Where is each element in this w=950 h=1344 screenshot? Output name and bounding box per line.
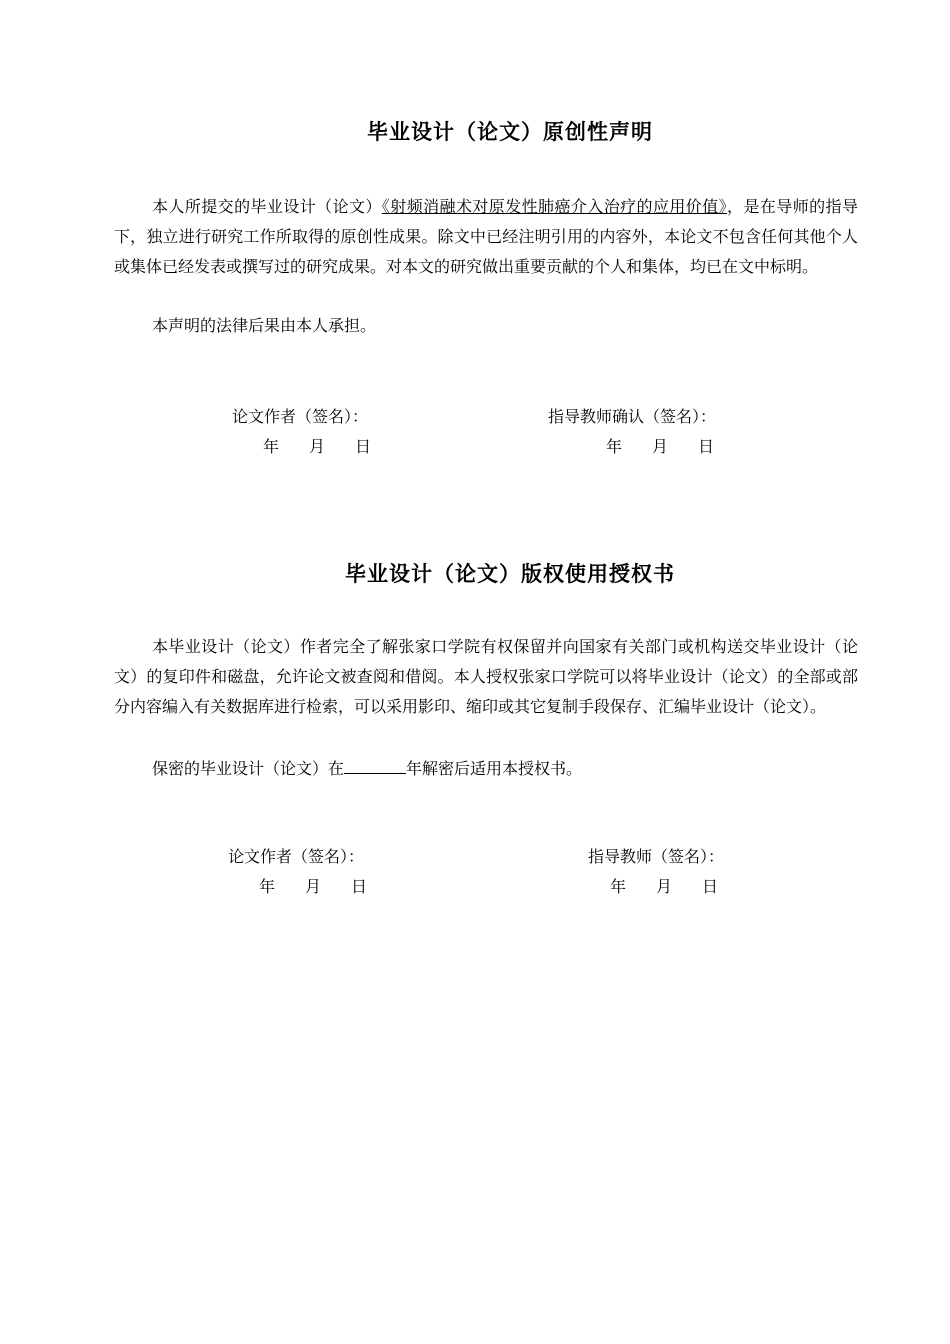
declaration-title: 毕业设计（论文）原创性声明 — [367, 120, 653, 144]
declaration-liability: 本声明的法律后果由本人承担。 — [152, 316, 377, 335]
thesis-title: 《射频消融术对原发性肺癌介入治疗的应用价值》 — [381, 197, 728, 216]
declaration-author-signature-label: 论文作者（签名）： — [232, 407, 369, 426]
date-year: 年 — [610, 877, 627, 896]
date-day: 日 — [698, 437, 715, 456]
declaration-suffix: ，是在导师的指导下，独立进行研究工作所取得的原创性成果。除文中已经注明引用的内容外，本论文不包含任何其他个人或集体已经发表或撰写过的研究成果。对本文的研究做出重要贡献的个人和集体，均已在文中标明。 — [114, 197, 858, 276]
authorization-confidential — [114, 754, 858, 784]
declaration-paragraph — [114, 192, 858, 282]
declaration-author-date — [263, 432, 371, 462]
authorization-author-signature-label: 论文作者（签名）： — [228, 847, 365, 866]
declaration-teacher-date — [606, 432, 714, 462]
authorization-author-date — [259, 872, 367, 902]
date-day: 日 — [355, 437, 372, 456]
confidential-suffix: 年解密后适用本授权书。 — [406, 759, 583, 778]
date-year: 年 — [606, 437, 623, 456]
authorization-title: 毕业设计（论文）版权使用授权书 — [345, 562, 675, 586]
authorization-teacher-signature-label: 指导教师（签名）： — [588, 847, 725, 866]
date-year: 年 — [263, 437, 280, 456]
confidential-year-blank — [344, 755, 406, 774]
date-month: 月 — [652, 437, 669, 456]
date-month: 月 — [305, 877, 322, 896]
date-year: 年 — [259, 877, 276, 896]
date-day: 日 — [702, 877, 719, 896]
confidential-prefix: 保密的毕业设计（论文）在 — [152, 759, 345, 778]
date-month: 月 — [656, 877, 673, 896]
declaration-teacher-signature-label: 指导教师确认（签名）： — [548, 407, 717, 426]
authorization-teacher-date — [610, 872, 718, 902]
authorization-paragraph: 本毕业设计（论文）作者完全了解张家口学院有权保留并向国家有关部门或机构送交毕业设计（论文）的复印件和磁盘，允许论文被查阅和借阅。本人授权张家口学院可以将毕业设计（论文）的全部或部分内容编入有关数据库进行检索，可以采用影印、缩印或其它复制手段保存、汇编毕业设计（论文）。 — [114, 637, 858, 716]
declaration-prefix: 本人所提交的毕业设计（论文） — [152, 197, 382, 216]
date-day: 日 — [351, 877, 368, 896]
date-month: 月 — [309, 437, 326, 456]
